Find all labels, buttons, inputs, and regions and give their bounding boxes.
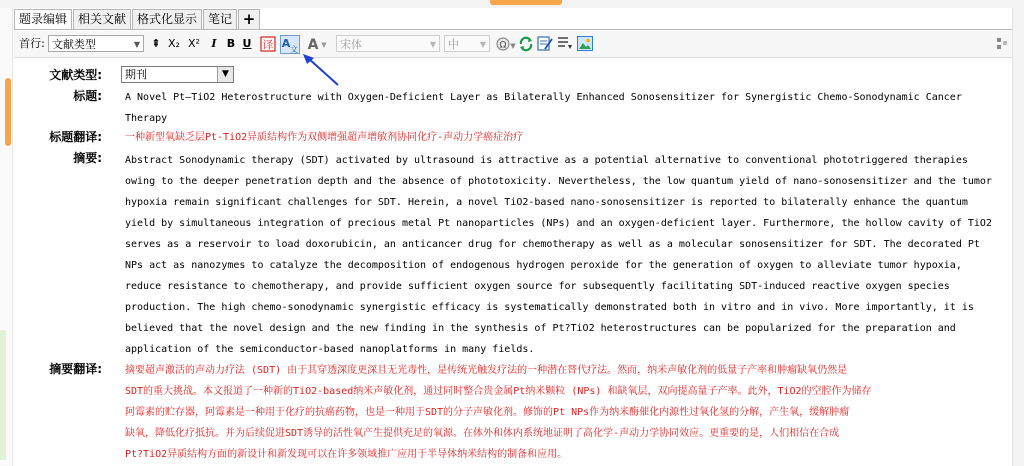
abstract-line: owing to the deeper penetration depth and the absence of phototoxicity. Nevertheless, the low quantum yield of nano-sonosensitizer and the tumor [125,176,992,187]
svg-text:文: 文 [290,45,298,54]
tab-formatted-display[interactable]: 格式化显示 [132,9,202,29]
chevron-down-icon: ▼ [429,40,436,49]
abstract-line: reduce resistance to chemotherapy, and provide sufficient oxygen source for subsequently facilitating SDT-induced reactive oxygen species [125,281,950,292]
title-translation-label: 标题翻译: [49,130,102,144]
doc-type-value: 期刊 [125,68,147,81]
abstract-translation-line: Pt?TiO2异质结构方面的新设计和新发现可以在许多领域推广应用于半导体纳米结构的制备和应用。 [125,449,568,460]
title-line: Therapy [125,113,168,124]
chevron-down-icon: ▼ [217,67,233,82]
chevron-down-icon: ▼ [479,40,486,49]
svg-text:Ω: Ω [499,40,507,51]
splitter-handle[interactable] [490,0,562,5]
font-family-select[interactable] [336,35,440,52]
chevron-down-icon: ▼ [133,40,140,49]
toolbar-overflow-icon[interactable] [996,37,1008,51]
abstract-translation-field[interactable] [125,360,1011,465]
italic-button[interactable]: I [211,37,217,50]
left-splitter-handle[interactable] [5,78,11,146]
abstract-line: production. The high chemo-sonodynamic synergistic efficacy is systematically demonstrated both in vitro and in vivo. More importantly, it is [125,302,974,313]
svg-text:A: A [281,37,291,50]
abstract-translation-label: 摘要翻译: [49,362,102,376]
font-color-icon[interactable] [306,35,328,53]
first-line-value: 文献类型 [52,38,96,51]
abstract-field[interactable] [125,150,1011,360]
edit-note-icon[interactable] [537,35,553,52]
abstract-line: yield by simultaneous integration of precious metal Pt nanoparticles (NPs) and an oxygen-deficient layer. Furthermore, the hollow cavity of TiO2 [125,218,992,229]
title-translation-text: 一种新型氧缺乏层Pt-TiO2异质结构作为双侧增强超声增敏剂协同化疗-声动力学癌症治疗 [125,132,524,143]
move-up-icon[interactable]: ⇞ [151,37,161,50]
first-line-select[interactable] [48,35,144,52]
abstract-translation-line: SDT的重大挑战。本文报道了一种新的TiO2-based纳米声敏化剂，通过同时整合贵金属Pt纳米颗粒 (NPs) 和缺氧层，双向提高量子产率。此外，TiO2的空腔作为储存 [125,386,872,397]
abstract-translation-line: 缺氧，降低化疗抵抗。并为后续促进SDT诱导的活性氧产生提供充足的氧源。在体外和体内系统地证明了高化学-声动力学协同效应。更重要的是，人们相信在合成 [125,428,840,439]
title-field[interactable] [125,87,1011,129]
bold-button[interactable]: B [226,37,236,50]
underline-button[interactable]: U [242,37,252,50]
add-tab-button[interactable]: + [238,9,260,29]
tab-bar [14,9,261,29]
abstract-translation-line: 摘要超声激活的声动力疗法 (SDT) 由于其穿透深度更深且无光毒性，是传统光触发疗法的一种潜在替代疗法。然而，纳米声敏化剂的低量子产率和肿瘤缺氧仍然是 [125,365,848,376]
font-size-select[interactable] [444,35,490,52]
abstract-line: application of the semiconductor-based nanoplatforms in many fields. [125,344,535,355]
insert-image-icon[interactable] [577,36,593,51]
tab-related-refs[interactable]: 相关文献 [73,9,131,29]
left-panel-highlight [0,330,6,460]
editor-toolbar [14,31,1012,58]
insert-symbol-icon[interactable] [496,36,518,52]
subscript-button[interactable]: X₂ [168,37,180,50]
superscript-button[interactable]: X² [188,37,200,50]
doc-type-select[interactable] [121,66,234,83]
translate-ai-icon[interactable] [280,35,300,54]
vertical-scrollbar[interactable] [1012,8,1024,466]
tab-record-edit[interactable]: 题录编辑 [14,9,72,30]
abstract-translation-line: 阿霉素的贮存器，阿霉素是一种用于化疗的抗癌药物，也是一种用于SDT的分子声敏化剂。修饰的Pt NPs作为纳米酶催化内源性过氧化氢的分解，产生氧，缓解肿瘤 [125,407,850,418]
font-family-value: 宋体 [340,38,362,51]
svg-text:▼: ▼ [321,41,327,49]
font-size-value: 中 [448,38,459,51]
abstract-line: hypoxia remain significant challenges for SDT. Herein, a novel TiO2-based nano-sonosensitizer is reported to bilaterally enhance the quantum [125,197,968,208]
abstract-line: believed that the novel design and the new finding in the synthesis of Pt?TiO2 heterostructures can be popularized for the preparation and [125,323,956,334]
abstract-line: Abstract Sonodynamic therapy (SDT) activated by ultrasound is attractive as a potential alternative to conventional phototriggered therapies [125,155,968,166]
refresh-icon[interactable] [518,36,534,52]
doc-type-label: 文献类型: [49,68,102,82]
svg-text:▼: ▼ [510,42,516,50]
abstract-line: serves as a reservoir to load doxorubicin, an anticancer drug for chemotherapy as well as a molecular sonosensitizer for SDT. The decorated Pt [125,239,980,250]
tab-notes[interactable]: 笔记 [203,9,237,29]
title-label: 标题: [73,89,102,103]
first-line-label: 首行: [19,37,45,50]
translate-char-icon[interactable] [260,36,276,52]
svg-text:译: 译 [262,38,274,52]
svg-text:A: A [307,37,319,53]
annotation-arrow-icon [300,52,342,88]
abstract-label: 摘要: [73,151,102,165]
abstract-line: NPs act as nanozymes to catalyze the decomposition of endogenous hydrogen peroxide for the generation of oxygen to alleviate tumor hypoxia, [125,260,962,271]
list-format-icon[interactable] [557,35,573,52]
title-translation-field[interactable] [125,127,1011,148]
tab-divider [14,29,1012,30]
title-line: A Novel Pt–TiO2 Heterostructure with Oxygen-Deficient Layer as Bilaterally Enhanced Sonosensitizer for Synergistic Chemo-Sonodynamic Cancer [125,92,962,103]
